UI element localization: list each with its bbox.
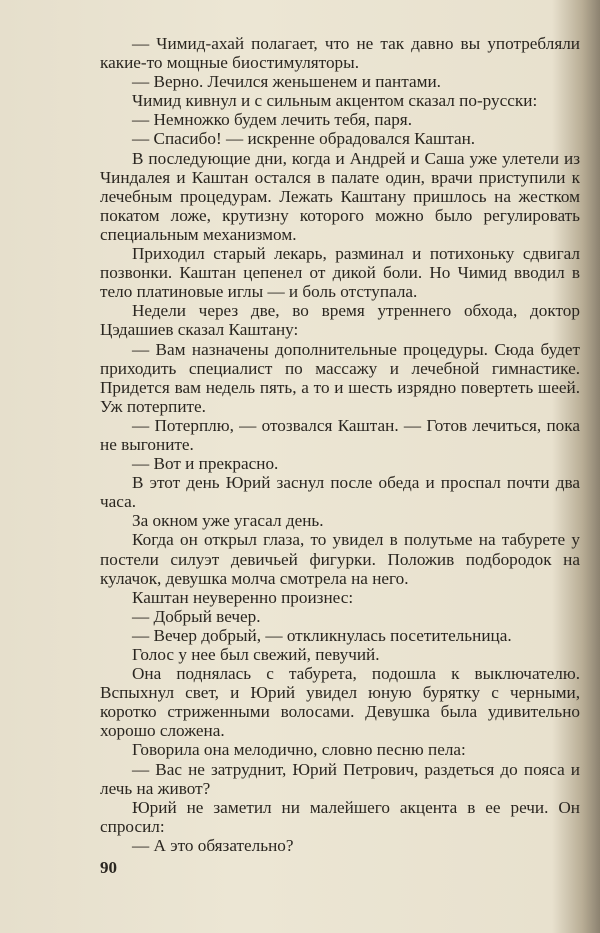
paragraph: Приходил старый лекарь, разминал и потихоньку сдвигал позвонки. Каштан цепенел от дикой боли. Но Чимид вводил в тело платиновые иглы — и боль отступала. — [100, 244, 580, 302]
paragraph: — Верно. Лечился женьшенем и пантами. — [132, 72, 441, 92]
paragraph: За окном уже угасал день. — [132, 511, 324, 531]
paragraph: Она поднялась с табурета, подошла к выключателю. Вспыхнул свет, и Юрий увидел юную бурятку с черными, коротко стриженными волосами. Девушка была удивительно хорошо сложена. — [100, 664, 580, 741]
paragraph: — Вот и прекрасно. — [132, 454, 279, 474]
paragraph: Юрий не заметил ни малейшего акцента в ее речи. Он спросил: — [100, 797, 580, 836]
paragraph: Чимид кивнул и с сильным акцентом сказал по-русски: — [132, 91, 538, 111]
paragraph: — Вам назначены дополнительные процедуры. Сюда будет приходить специалист по массажу и лечебной гимнастике. Придется вам недель пять, а то и шесть изрядно повертеть шеей. Уж потерпите. — [100, 339, 580, 416]
paragraph: — Потерплю, — отозвался Каштан. — Готов лечиться, пока не выгоните. — [100, 415, 580, 454]
paragraph: В последующие дни, когда и Андрей и Саша уже улетели из Чиндалея и Каштан остался в палате один, врачи приступили к лечебным процедурам. Лежать Каштану пришлось на жестком покатом ложе, крутизну которого можно было регулировать специальным механизмом. — [100, 148, 580, 244]
paragraph: — Вас не затруднит, Юрий Петрович, раздеться до пояса и лечь на живот? — [100, 759, 580, 798]
paragraph: Говорила она мелодично, словно песню пела: — [132, 740, 466, 760]
paragraph: Голос у нее был свежий, певучий. — [132, 645, 380, 664]
paragraph: — Вечер добрый, — откликнулась посетительница. — [132, 625, 512, 645]
paragraph: Каштан неуверенно произнес: — [132, 587, 354, 607]
paragraph: — Спасибо! — искренне обрадовался Каштан. — [132, 129, 476, 149]
paragraph: — Чимид-ахай полагает, что не так давно вы употребляли какие-то мощные биостимуляторы. — [100, 34, 580, 73]
paragraph: — Добрый вечер. — [132, 606, 261, 626]
paragraph: — Немножко будем лечить тебя, паря. — [132, 110, 412, 130]
page-number: 90 — [100, 858, 117, 877]
paragraph: Недели через две, во время утреннего обхода, доктор Цэдашиев сказал Каштану: — [100, 301, 580, 340]
paragraph: Когда он открыл глаза, то увидел в полутьме на табурете у постели силуэт девичьей фигурки. Положив подбородок на кулачок, девушка молча смотрела на него. — [100, 530, 580, 588]
page-text — [100, 34, 580, 855]
paragraph: В этот день Юрий заснул после обеда и проспал почти два часа. — [100, 473, 580, 512]
paragraph: — А это обязательно? — [132, 835, 294, 855]
